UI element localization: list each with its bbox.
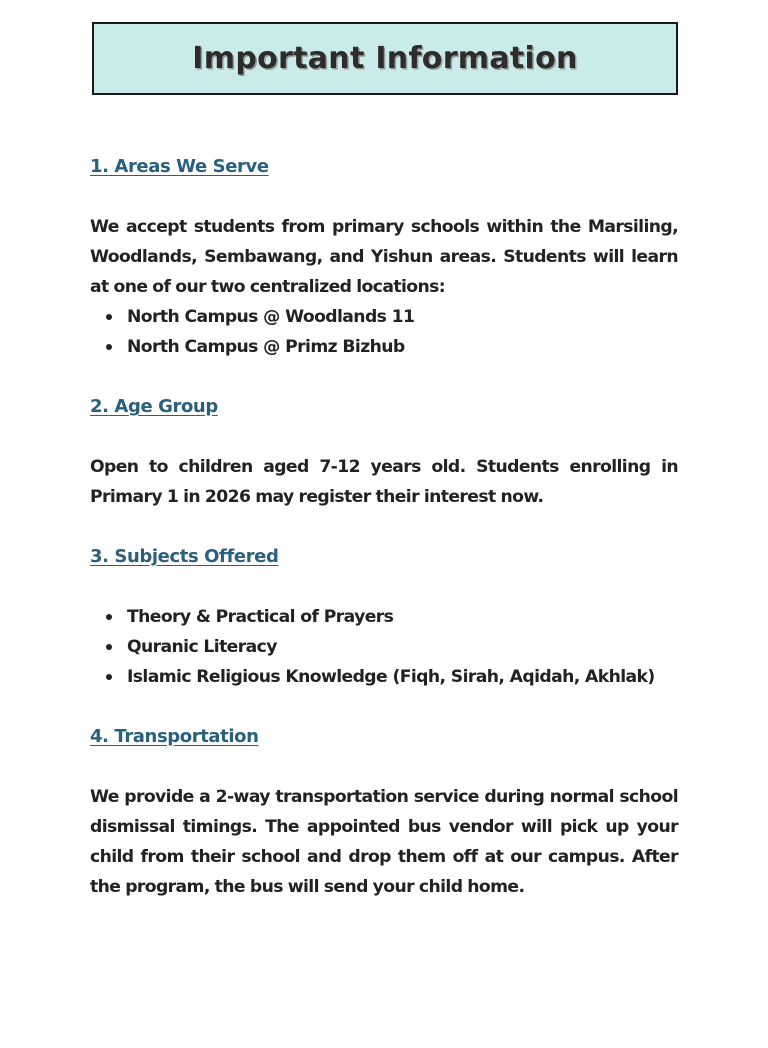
section-age-group bbox=[90, 392, 678, 512]
section-heading: 3. Subjects Offered bbox=[90, 546, 279, 567]
list-item: Quranic Literacy bbox=[127, 632, 678, 662]
list-item: Islamic Religious Knowledge (Fiqh, Sirah, Aqidah, Akhlak) bbox=[127, 662, 678, 692]
section-areas-we-serve bbox=[90, 152, 678, 362]
list-item: North Campus @ Woodlands 11 bbox=[127, 302, 678, 332]
section-transportation bbox=[90, 722, 678, 902]
location-list bbox=[90, 302, 678, 362]
page-title: Important Information bbox=[192, 41, 578, 76]
section-paragraph: Open to children aged 7-12 years old. Students enrolling in Primary 1 in 2026 may register their interest now. bbox=[90, 457, 678, 507]
information-content bbox=[90, 152, 678, 902]
section-paragraph: We accept students from primary schools within the Marsiling, Woodlands, Sembawang, and Yishun areas. Students will learn at one of our two centralized locations: bbox=[90, 217, 678, 297]
subject-list bbox=[90, 602, 678, 692]
title-banner bbox=[92, 22, 678, 95]
section-subjects-offered bbox=[90, 542, 678, 692]
section-heading: 4. Transportation bbox=[90, 726, 259, 747]
list-item: Theory & Practical of Prayers bbox=[127, 602, 678, 632]
section-paragraph: We provide a 2-way transportation service during normal school dismissal timings. The appointed bus vendor will pick up your child from their school and drop them off at our campus. After the program, the bus will send your child home. bbox=[90, 787, 678, 897]
section-heading: 1. Areas We Serve bbox=[90, 156, 269, 177]
section-heading: 2. Age Group bbox=[90, 396, 218, 417]
list-item: North Campus @ Primz Bizhub bbox=[127, 332, 678, 362]
